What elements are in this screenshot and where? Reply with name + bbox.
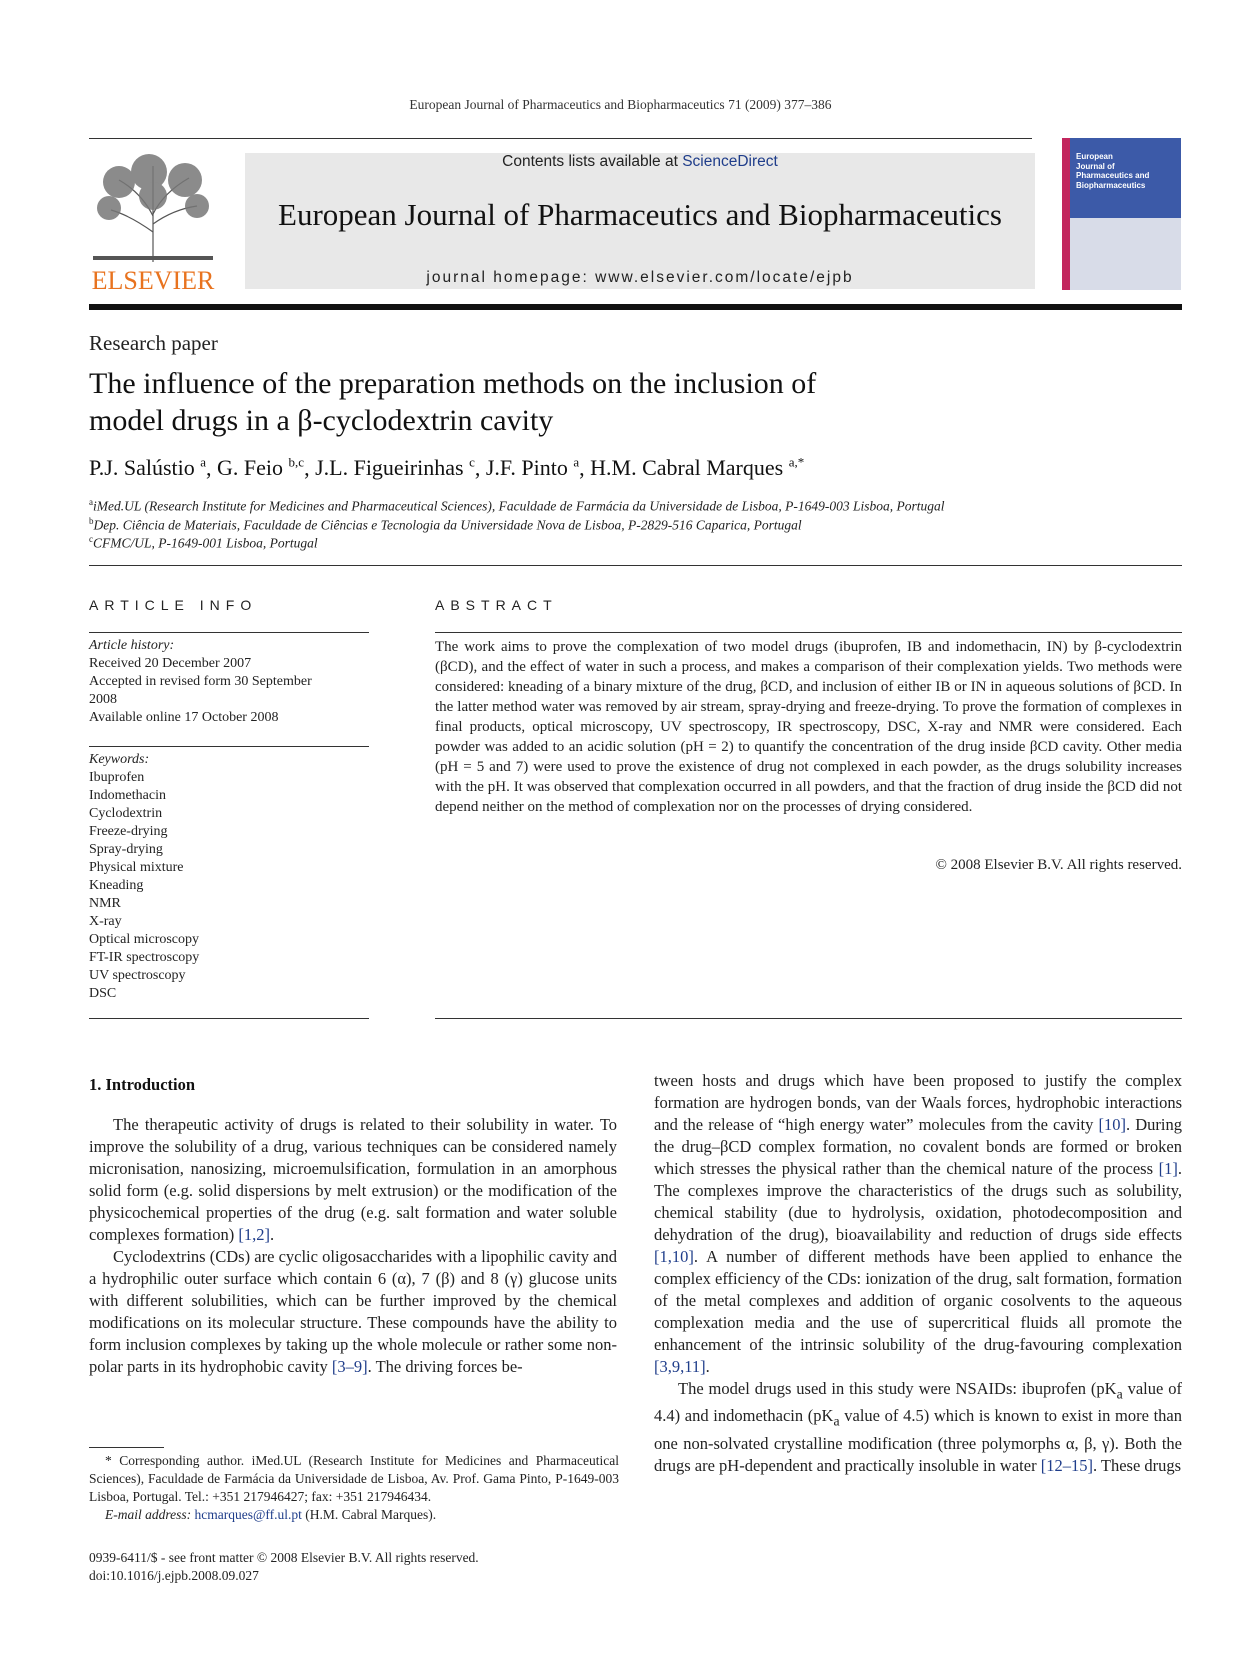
doi-line[interactable]: doi:10.1016/j.ejpb.2008.09.027 [89,1568,259,1583]
abstract-copyright: © 2008 Elsevier B.V. All rights reserved. [935,857,1182,873]
keyword: Indomethacin [89,788,166,803]
journal-cover-thumbnail [1062,138,1181,290]
author: J.L. Figueirinhas $^c$ [315,455,475,481]
reference-link[interactable]: [10] [1098,1115,1126,1134]
article-type: Research paper [89,331,218,355]
header-rule [89,138,1032,139]
keyword: Cyclodextrin [89,806,163,821]
history-label: Article history: [89,638,175,653]
reference-link[interactable]: [1,10] [654,1247,694,1266]
affiliation: $^b$Dep. Ciência de Materiais, Faculdade de Ciências e Tecnologia da Universidade Nova de Lisboa, P-2829-516 Caparica, Portugal [89,516,802,533]
keywords-block [89,751,369,1003]
keyword: FT-IR spectroscopy [89,950,200,965]
article-history [89,637,369,727]
header-thick-rule [89,304,1182,310]
email-link[interactable]: hcmarques@ff.ul.pt [194,1507,302,1522]
paragraph: The model drugs used in this study were NSAIDs: ibuprofen ($pK_a$ value of 4.4) and indomethacin ($pK_a$ value of 4.5) which is known to exist in more than one non-solvated crystalline modification (three polymorphs α, β, γ). Both the drugs are pH-dependent and practically insoluble in water [12–15]. These drugs [654,1379,1182,1475]
keyword: Spray-drying [89,842,163,857]
front-matter-info [89,1549,479,1585]
reference-link[interactable]: [1] [1158,1159,1178,1178]
paper-title [89,365,989,439]
author: P.J. Salústio $^a$ [89,455,207,481]
paragraph: tween hosts and drugs which have been proposed to justify the complex formation are hydrogen bonds, van der Waals forces, hydrophobic interactions and the release of “high energy water” molecules from the cavity [10]. During the drug–βCD complex formation, no covalent bonds are formed or broken which stresses the physical rather than the chemical nature of the process [1]. The complexes improve the characteristics of the drugs such as solubility, chemical stability (due to hydrolysis, oxidation, photodecomposition and dehydration of the drug), bioavailability and reduction of drugs side effects [1,10]. A number of different methods have been applied to enhance the complex efficiency of the CDs: ionization of the drug, salt formation, formation of the metal complexes and addition of organic cosolvents to the aqueous complexation media and the use of supercritical fluids all promote the enhancement of the intrinsic solubility of the drug-favouring complexation [3,9,11]. [654,1071,1182,1376]
reference-link[interactable]: [3–9] [331,1357,368,1376]
keyword: UV spectroscopy [89,968,186,983]
article-info-bottom-rule [89,1018,369,1019]
title-line-1: The influence of the preparation methods on the inclusion of [89,367,817,400]
received-date: Received 20 December 2007 [89,656,252,671]
keyword: DSC [89,986,117,1001]
body-column-left [89,1114,617,1378]
contents-line [245,153,1035,171]
affiliation-rule [89,565,1182,566]
elsevier-wordmark: ELSEVIER [91,266,215,295]
section-heading-introduction: 1. Introduction [89,1075,196,1094]
reference-link[interactable]: [3,9,11] [654,1357,706,1376]
title-line-2: model drugs in a β-cyclodextrin cavity [89,404,554,437]
abstract-bottom-rule [435,1018,1182,1019]
cover-line: Pharmaceutics and [1076,171,1150,180]
cover-line: Biopharmaceutics [1076,180,1146,190]
online-date: Available online 17 October 2008 [89,710,279,725]
abstract-text: The work aims to prove the complexation of two model drugs (ibuprofen, IB and indomethacin, IN) by β-cyclodextrin (βCD), and the effect of water in such a process, and makes a comparison of their complexation yields. Two methods were considered: kneading of a binary mixture of the drug, βCD, and inclusion of either IB or IN in aqueous solutions of βCD. In the latter method water was removed by air stream, spray-drying and freeze-drying. To prove the formation of complexes in final products, optical microscopy, UV spectroscopy, IR spectroscopy, DSC, X-ray and NMR were considered. Each powder was added to an acidic solution (pH = 2) to quantify the concentration of the drug inside βCD cavity. Other media (pH = 5 and 7) were used to prove the existence of drug not complexed in each powder, as the drugs solubility increases with the pH. It was observed that complexation occurred in all powders, and that the fraction of drug inside the βCD did not depend neither on the method of complexation nor on the processes of drying considered. [435,639,1182,815]
cover-line: Journal of [1076,161,1115,171]
article-info-heading: ARTICLE INFO [89,597,258,613]
author: J.F. Pinto $^a$ [485,455,580,481]
article-info-rule [89,632,369,633]
paragraph: The therapeutic activity of drugs is related to their solubility in water. To improve the solubility of a drug, various techniques can be considered namely micronisation, nanosizing, microemulsification, formulation in an amorphous solid form (e.g. solid dispersions by melt extrusion) or the modification of the physicochemical properties of the drug (e.g. salt formation and water soluble complexes formation) [1,2]. [89,1115,617,1244]
keywords-label: Keywords: [89,752,150,767]
keyword: X-ray [89,914,122,929]
affiliation: $^a$iMed.UL (Research Institute for Medicines and Pharmaceutical Sciences), Faculdade de Farmácia da Universidade de Lisboa, P-1649-003 Lisboa, Portugal [89,497,945,514]
issn-line: 0939-6411/$ - see front matter © 2008 Elsevier B.V. All rights reserved. [89,1550,479,1565]
keyword: Physical mixture [89,860,184,875]
journal-homepage[interactable]: journal homepage: www.elsevier.com/locate/ejpb [426,269,854,286]
sciencedirect-link[interactable]: ScienceDirect [682,153,778,170]
keyword: Kneading [89,878,144,893]
abstract-heading: ABSTRACT [435,597,558,613]
keyword: Optical microscopy [89,932,200,947]
keyword: NMR [89,896,121,911]
author-list: P.J. Salústio $^a$, G. Feio $^{b,c}$, J.L. Figueirinhas $^c$, J.F. Pinto $^a$, H.M. Cabral Marques $^{a,*}$ [89,455,805,481]
cover-line: European [1076,152,1113,161]
footnote-text: * Corresponding author. iMed.UL (Research Institute for Medicines and Pharmaceutical Sciences), Faculdade de Farmácia da Universidade de Lisboa, Av. Prof. Gama Pinto, P-1649-003 Lisboa, Portugal. Tel.: +351 217946427; fax: +351 217946434. [89,1453,619,1504]
accepted-date-cont: 2008 [89,692,117,707]
author: H.M. Cabral Marques $^{a,*}$ [590,455,805,481]
email-label: E-mail address: [105,1507,195,1522]
reference-link[interactable]: [12–15] [1040,1455,1093,1475]
body-column-right [654,1070,1182,1477]
journal-citation: European Journal of Pharmaceutics and Biopharmaceutics 71 (2009) 377–386 [409,97,832,112]
footnote-rule [89,1447,164,1448]
reference-link[interactable]: [1,2] [238,1225,270,1244]
corresponding-author-footnote [89,1452,619,1524]
author: G. Feio $^{b,c}$ [217,455,305,481]
keyword: Ibuprofen [89,770,145,785]
email-suffix: (H.M. Cabral Marques). [301,1507,437,1522]
contents-prefix: Contents lists available at [502,153,683,170]
keyword: Freeze-drying [89,824,168,839]
accepted-date: Accepted in revised form 30 September [89,674,312,689]
keywords-rule [89,746,369,747]
journal-title: European Journal of Pharmaceutics and Biopharmaceutics [278,197,1002,232]
abstract-rule [435,632,1182,633]
paragraph: Cyclodextrins (CDs) are cyclic oligosaccharides with a lipophilic cavity and a hydrophilic outer surface which contain 6 (α), 7 (β) and 8 (γ) glucose units with different solubilities, which can be further improved by the chemical modifications on its molecular structure. These compounds have the ability to form inclusion complexes by taking up the whole molecule or rather some non-polar parts in its hydrophobic cavity [3–9]. The driving forces be- [89,1247,617,1376]
affiliation: $^c$CFMC/UL, P-1649-001 Lisboa, Portugal [89,534,318,551]
